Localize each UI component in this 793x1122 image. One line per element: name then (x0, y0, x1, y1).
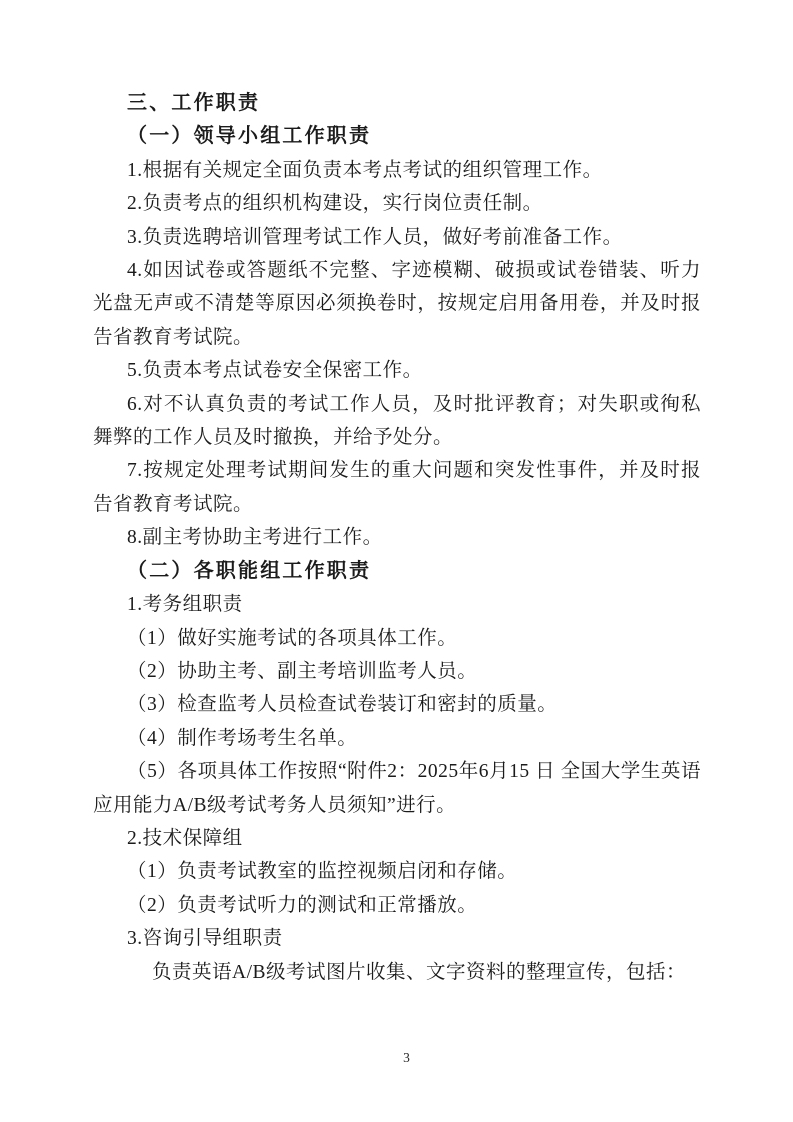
paragraph: 5.负责本考点试卷安全保密工作。 (127, 360, 423, 382)
paragraph: （3）检查监考人员检查试卷装订和密封的质量。 (127, 694, 558, 716)
paragraph: 1.根据有关规定全面负责本考点考试的组织管理工作。 (127, 159, 603, 181)
paragraph: 7.按规定处理考试期间发生的重大问题和突发性事件，并及时报告省教育考试院。 (93, 460, 701, 515)
paragraph: （5）各项具体工作按照“附件2：2025年6月15 日 全国大学生英语应用能力A/B级考试考务人员须知”进行。 (93, 761, 701, 816)
paragraph: 2.技术保障组 (127, 827, 243, 849)
paragraph: 3.咨询引导组职责 (127, 928, 283, 950)
section-heading: 三、工作职责 (127, 92, 261, 114)
paragraph: 4.如因试卷或答题纸不完整、字迹模糊、破损或试卷错装、听力光盘无声或不清楚等原因必须换卷时，按规定启用备用卷，并及时报告省教育考试院。 (93, 260, 701, 348)
paragraph: （1）负责考试教室的监控视频启闭和存储。 (127, 861, 518, 883)
paragraph: 1.考务组职责 (127, 594, 243, 616)
paragraph: （2）负责考试听力的测试和正常播放。 (127, 894, 478, 916)
section-heading: （二）各职能组工作职责 (127, 559, 372, 582)
paragraph: （1）做好实施考试的各项具体工作。 (127, 627, 458, 649)
paragraph: 6.对不认真负责的考试工作人员，及时批评教育；对失职或徇私舞弊的工作人员及时撤换，并给予处分。 (93, 393, 701, 449)
section-heading: （一）领导小组工作职责 (127, 125, 372, 148)
document-content (93, 87, 701, 989)
paragraph: （2）协助主考、副主考培训监考人员。 (127, 660, 478, 682)
paragraph: 8.副主考协助主考进行工作。 (127, 527, 383, 549)
paragraph: 负责英语A/B级考试图片收集、文字资料的整理宣传，包括： (152, 961, 687, 983)
paragraph: 3.负责选聘培训管理考试工作人员，做好考前准备工作。 (127, 226, 623, 248)
paragraph: （4）制作考场考生名单。 (127, 727, 358, 749)
paragraph: 2.负责考点的组织机构建设，实行岗位责任制。 (127, 193, 543, 215)
page-number: 3 (403, 1050, 410, 1065)
